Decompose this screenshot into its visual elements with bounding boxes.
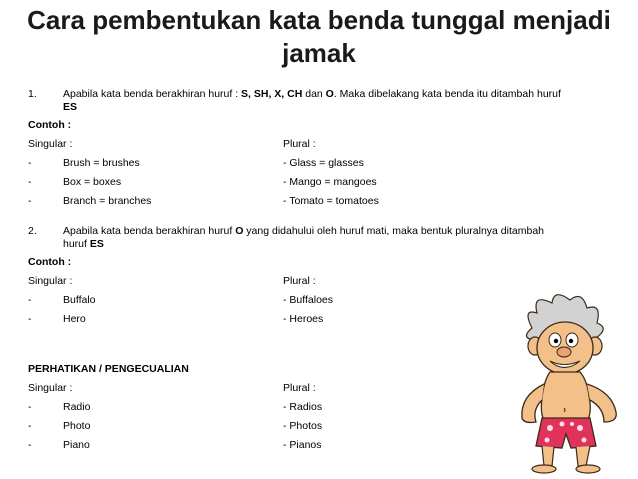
rule1-row-singular: Branch = branches <box>63 195 152 207</box>
rule1-row-plural: - Mango = mangoes <box>283 176 377 188</box>
rule1-row-singular: Brush = brushes <box>63 157 140 169</box>
rule1-row-dash: - <box>28 176 32 188</box>
rule1-letter-o: O <box>325 88 334 100</box>
rule2-contoh: Contoh : <box>28 256 72 268</box>
rule2-row-plural: - Heroes <box>283 313 324 325</box>
rule2-letter-o: O <box>235 225 244 237</box>
rule1-row-dash: - <box>28 195 32 207</box>
rule2-number: 2. <box>28 225 37 237</box>
rule1-row-dash: - <box>28 157 32 169</box>
exception-row-singular: Radio <box>63 401 91 413</box>
exception-row-plural: - Photos <box>283 420 323 432</box>
rule1-row-plural: - Tomato = tomatoes <box>283 195 379 207</box>
exception-row-dash: - <box>28 439 32 451</box>
rule1-suffix: ES <box>63 101 78 113</box>
rule1-text-c: . Maka dibelakang kata benda itu ditambah huruf <box>333 88 561 100</box>
rule2-text-c: huruf <box>63 238 90 250</box>
rule2-row-dash: - <box>28 294 32 306</box>
exception-row-plural: - Radios <box>283 401 323 413</box>
rule1-contoh: Contoh : <box>28 119 72 131</box>
rule1-letters: S, SH, X, CH <box>241 88 303 100</box>
rule1-singular-header: Singular : <box>28 138 73 150</box>
exception-row-dash: - <box>28 401 32 413</box>
exception-row-singular: Piano <box>63 439 90 451</box>
rule2-text-b: yang didahului oleh huruf mati, maka bentuk pluralnya ditambah <box>243 225 544 237</box>
rule2-text-a: Apabila kata benda berakhiran huruf <box>63 225 236 237</box>
rule2-plural-header: Plural : <box>283 275 316 287</box>
rule1-text-a: Apabila kata benda berakhiran huruf : <box>63 88 242 100</box>
rule2-row-dash: - <box>28 313 32 325</box>
rule2-suffix: ES <box>89 238 104 250</box>
rule2-text <box>63 225 603 251</box>
rule1-row-singular: Box = boxes <box>63 176 122 188</box>
rule1-plural-header: Plural : <box>283 138 316 150</box>
rule1-row-plural: - Glass = glasses <box>283 157 364 169</box>
rule2-row-singular: Buffalo <box>63 294 96 306</box>
rule1-text-b: dan <box>302 88 326 100</box>
page-title: Cara pembentukan kata benda tunggal menjadi jamak <box>27 5 611 68</box>
rule1-text <box>63 88 603 114</box>
rule1-number: 1. <box>28 88 37 100</box>
rule2-row-singular: Hero <box>63 313 86 325</box>
rule2-singular-header: Singular : <box>28 275 73 287</box>
rule2-row-plural: - Buffaloes <box>283 294 334 306</box>
exception-plural-header: Plural : <box>283 382 316 394</box>
exception-singular-header: Singular : <box>28 382 73 394</box>
exception-row-dash: - <box>28 420 32 432</box>
exception-row-plural: - Pianos <box>283 439 322 451</box>
cartoon-man-illustration <box>492 288 632 476</box>
exception-heading: PERHATIKAN / PENGECUALIAN <box>28 363 189 375</box>
exception-row-singular: Photo <box>63 420 91 432</box>
